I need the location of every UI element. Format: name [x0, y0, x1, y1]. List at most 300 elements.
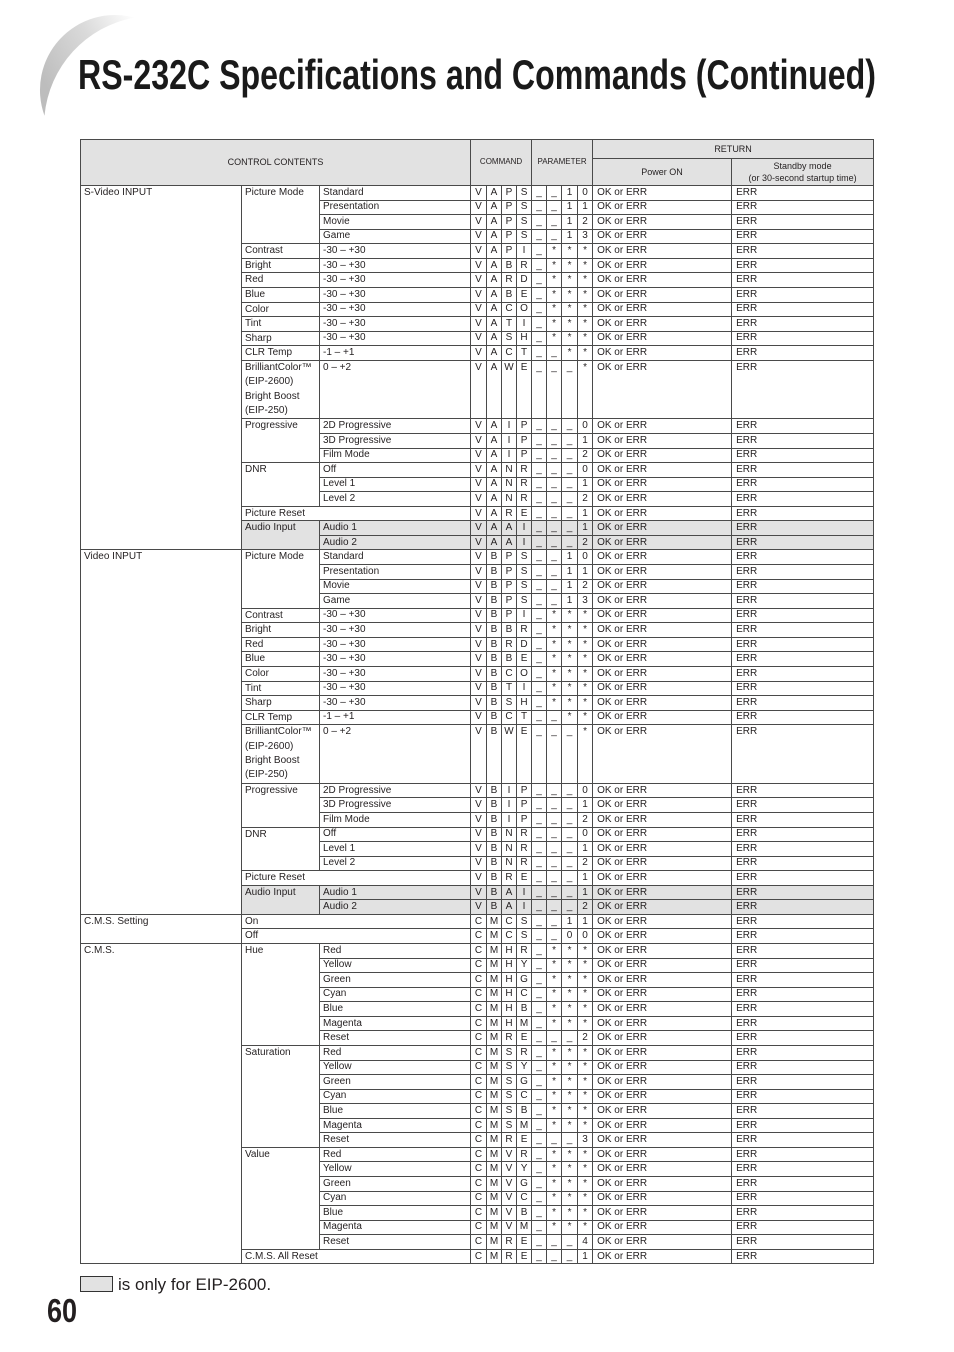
rs232c-command-table	[80, 139, 874, 1264]
item-label: CLR Temp	[242, 346, 320, 361]
return-standby: ERR	[732, 360, 874, 419]
return-power-on: OK or ERR	[593, 215, 732, 230]
parameter-char: _	[532, 1089, 547, 1104]
return-power-on: OK or ERR	[593, 623, 732, 638]
command-char: B	[487, 783, 502, 798]
return-power-on: OK or ERR	[593, 448, 732, 463]
command-char: C	[471, 987, 487, 1002]
parameter-char: _	[532, 900, 547, 915]
parameter-char: 2	[578, 579, 593, 594]
command-char: H	[502, 944, 517, 959]
command-char: A	[487, 273, 502, 288]
setting-value: -30 – +30	[320, 623, 471, 638]
command-char: C	[502, 710, 517, 725]
parameter-char: *	[578, 346, 593, 361]
command-char: H	[502, 1016, 517, 1031]
parameter-char: *	[578, 1075, 593, 1090]
return-power-on: OK or ERR	[593, 725, 732, 784]
return-power-on: OK or ERR	[593, 637, 732, 652]
parameter-char: *	[547, 1075, 562, 1090]
command-char: M	[487, 1191, 502, 1206]
command-char: A	[487, 433, 502, 448]
return-standby: ERR	[732, 812, 874, 827]
command-char: V	[471, 652, 487, 667]
setting-value: -30 – +30	[320, 302, 471, 317]
command-char: V	[471, 856, 487, 871]
setting-value: Cyan	[320, 987, 471, 1002]
parameter-char: 1	[562, 550, 578, 565]
return-standby: ERR	[732, 827, 874, 842]
command-char: V	[471, 900, 487, 915]
parameter-char: *	[547, 1206, 562, 1221]
command-char: M	[487, 1089, 502, 1104]
parameter-char: _	[547, 725, 562, 784]
parameter-char: *	[562, 958, 578, 973]
parameter-char: _	[532, 696, 547, 711]
return-power-on: OK or ERR	[593, 856, 732, 871]
parameter-char: *	[547, 987, 562, 1002]
header-parameter: PARAMETER	[532, 140, 593, 186]
command-char: M	[487, 914, 502, 929]
parameter-char: *	[547, 666, 562, 681]
return-standby: ERR	[732, 317, 874, 332]
command-char: V	[471, 637, 487, 652]
parameter-char: _	[532, 856, 547, 871]
return-standby: ERR	[732, 1162, 874, 1177]
parameter-char: 1	[578, 477, 593, 492]
item-label: On	[242, 914, 471, 929]
parameter-char: 1	[562, 215, 578, 230]
command-char: Y	[517, 958, 532, 973]
return-standby: ERR	[732, 258, 874, 273]
command-char: M	[487, 929, 502, 944]
parameter-char: *	[562, 346, 578, 361]
parameter-char: *	[562, 1075, 578, 1090]
command-char: P	[502, 565, 517, 580]
parameter-char: *	[578, 696, 593, 711]
command-char: M	[487, 1147, 502, 1162]
command-char: I	[502, 798, 517, 813]
parameter-char: _	[532, 448, 547, 463]
parameter-char: *	[578, 637, 593, 652]
return-standby: ERR	[732, 419, 874, 434]
parameter-char: _	[532, 463, 547, 478]
command-char: S	[517, 594, 532, 609]
return-power-on: OK or ERR	[593, 1162, 732, 1177]
setting-value: 2D Progressive	[320, 419, 471, 434]
return-standby: ERR	[732, 186, 874, 201]
command-char: V	[502, 1191, 517, 1206]
item-label: Bright	[242, 258, 320, 273]
return-standby: ERR	[732, 331, 874, 346]
parameter-char: _	[562, 812, 578, 827]
command-char: C	[502, 666, 517, 681]
command-char: R	[517, 623, 532, 638]
parameter-char: 0	[578, 929, 593, 944]
parameter-char: 2	[578, 1031, 593, 1046]
parameter-char: _	[562, 535, 578, 550]
command-char: V	[502, 1162, 517, 1177]
command-char: I	[502, 812, 517, 827]
command-char: O	[517, 302, 532, 317]
parameter-char: _	[532, 302, 547, 317]
return-standby: ERR	[732, 856, 874, 871]
parameter-char: *	[547, 958, 562, 973]
setting-value: -30 – +30	[320, 681, 471, 696]
item-label-line: (EIP-250)	[245, 404, 288, 416]
parameter-char: _	[562, 725, 578, 784]
parameter-char: _	[562, 463, 578, 478]
parameter-char: _	[562, 360, 578, 419]
parameter-char: 1	[578, 1249, 593, 1264]
command-char: A	[487, 448, 502, 463]
parameter-char: _	[532, 1118, 547, 1133]
command-char: S	[502, 696, 517, 711]
item-label: Picture Reset	[242, 506, 471, 521]
parameter-char: _	[532, 215, 547, 230]
setting-value: Green	[320, 1177, 471, 1192]
return-standby: ERR	[732, 244, 874, 259]
return-power-on: OK or ERR	[593, 1104, 732, 1119]
command-char: A	[487, 506, 502, 521]
command-char: R	[502, 273, 517, 288]
setting-value: -30 – +30	[320, 258, 471, 273]
setting-value: Reset	[320, 1031, 471, 1046]
item-label: Contrast	[242, 608, 320, 623]
setting-value: Standard	[320, 550, 471, 565]
command-char: V	[471, 710, 487, 725]
command-char: B	[487, 812, 502, 827]
return-power-on: OK or ERR	[593, 1206, 732, 1221]
parameter-char: *	[578, 652, 593, 667]
parameter-char: 1	[562, 579, 578, 594]
command-char: S	[502, 1075, 517, 1090]
parameter-char: _	[532, 1031, 547, 1046]
parameter-char: *	[562, 1220, 578, 1235]
command-char: C	[471, 1177, 487, 1192]
return-power-on: OK or ERR	[593, 987, 732, 1002]
command-char: A	[502, 535, 517, 550]
command-char: B	[487, 885, 502, 900]
parameter-char: _	[547, 1235, 562, 1250]
command-char: R	[517, 842, 532, 857]
setting-value: Reset	[320, 1133, 471, 1148]
command-char: V	[502, 1206, 517, 1221]
parameter-char: 1	[578, 798, 593, 813]
parameter-char: *	[547, 331, 562, 346]
command-char: P	[517, 783, 532, 798]
command-char: C	[471, 914, 487, 929]
command-char: P	[502, 244, 517, 259]
parameter-char: *	[547, 681, 562, 696]
parameter-char: *	[578, 1045, 593, 1060]
setting-value: 3D Progressive	[320, 433, 471, 448]
command-char: V	[471, 681, 487, 696]
parameter-char: *	[562, 302, 578, 317]
command-char: A	[487, 215, 502, 230]
command-char: M	[487, 958, 502, 973]
setting-value: Audio 1	[320, 885, 471, 900]
command-char: B	[487, 652, 502, 667]
parameter-char: _	[547, 565, 562, 580]
command-char: M	[487, 1016, 502, 1031]
return-power-on: OK or ERR	[593, 360, 732, 419]
parameter-char: *	[578, 987, 593, 1002]
parameter-char: _	[547, 463, 562, 478]
command-char: N	[502, 463, 517, 478]
return-standby: ERR	[732, 783, 874, 798]
command-char: H	[517, 331, 532, 346]
parameter-char: _	[532, 258, 547, 273]
parameter-char: *	[578, 710, 593, 725]
parameter-char: 3	[578, 1133, 593, 1148]
setting-value: Level 2	[320, 492, 471, 507]
command-char: C	[471, 1089, 487, 1104]
parameter-char: 2	[578, 856, 593, 871]
parameter-char: _	[532, 1147, 547, 1162]
parameter-char: _	[532, 842, 547, 857]
command-char: C	[471, 1075, 487, 1090]
command-char: V	[471, 842, 487, 857]
table-row	[81, 550, 874, 565]
command-char: E	[517, 1249, 532, 1264]
command-char: R	[517, 1147, 532, 1162]
command-char: E	[517, 1235, 532, 1250]
parameter-char: 2	[578, 900, 593, 915]
command-char: V	[471, 346, 487, 361]
return-power-on: OK or ERR	[593, 1016, 732, 1031]
command-char: M	[487, 1133, 502, 1148]
parameter-char: _	[547, 433, 562, 448]
page-number-container	[47, 1294, 87, 1330]
command-char: S	[517, 200, 532, 215]
parameter-char: *	[578, 958, 593, 973]
command-char: S	[517, 550, 532, 565]
parameter-char: *	[562, 987, 578, 1002]
command-char: S	[502, 1060, 517, 1075]
setting-value: Film Mode	[320, 448, 471, 463]
return-power-on: OK or ERR	[593, 594, 732, 609]
item-label: Hue	[242, 944, 320, 1046]
return-power-on: OK or ERR	[593, 958, 732, 973]
command-char: A	[487, 477, 502, 492]
parameter-char: 2	[578, 215, 593, 230]
setting-value: Game	[320, 594, 471, 609]
return-standby: ERR	[732, 215, 874, 230]
return-power-on: OK or ERR	[593, 798, 732, 813]
return-standby: ERR	[732, 987, 874, 1002]
return-power-on: OK or ERR	[593, 1235, 732, 1250]
return-power-on: OK or ERR	[593, 331, 732, 346]
command-char: S	[517, 914, 532, 929]
parameter-char: *	[547, 1147, 562, 1162]
parameter-char: *	[578, 1220, 593, 1235]
return-standby: ERR	[732, 229, 874, 244]
command-char: C	[502, 929, 517, 944]
command-char: A	[487, 229, 502, 244]
return-power-on: OK or ERR	[593, 842, 732, 857]
return-power-on: OK or ERR	[593, 1118, 732, 1133]
parameter-char: _	[547, 550, 562, 565]
parameter-char: _	[562, 1235, 578, 1250]
command-char: E	[517, 1031, 532, 1046]
parameter-char: _	[532, 1249, 547, 1264]
return-power-on: OK or ERR	[593, 1249, 732, 1264]
command-char: B	[517, 1104, 532, 1119]
parameter-char: _	[532, 944, 547, 959]
return-standby: ERR	[732, 944, 874, 959]
parameter-char: *	[547, 287, 562, 302]
command-char: T	[517, 710, 532, 725]
command-char: I	[502, 419, 517, 434]
setting-value: Yellow	[320, 1060, 471, 1075]
parameter-char: _	[532, 914, 547, 929]
parameter-char: *	[547, 1191, 562, 1206]
parameter-char: *	[578, 1118, 593, 1133]
group-name: C.M.S. Setting	[81, 914, 242, 943]
command-char: P	[517, 433, 532, 448]
command-char: R	[517, 856, 532, 871]
command-char: I	[517, 900, 532, 915]
parameter-char: 0	[578, 419, 593, 434]
parameter-char: _	[547, 798, 562, 813]
parameter-char: *	[562, 973, 578, 988]
setting-value: Movie	[320, 215, 471, 230]
return-standby: ERR	[732, 973, 874, 988]
return-power-on: OK or ERR	[593, 914, 732, 929]
return-power-on: OK or ERR	[593, 1002, 732, 1017]
return-power-on: OK or ERR	[593, 1133, 732, 1148]
parameter-char: _	[547, 783, 562, 798]
parameter-char: _	[532, 1177, 547, 1192]
item-label	[242, 360, 320, 419]
command-char: V	[471, 579, 487, 594]
parameter-char: *	[562, 1162, 578, 1177]
parameter-char: *	[578, 1147, 593, 1162]
setting-value: Off	[320, 463, 471, 478]
setting-value: -30 – +30	[320, 637, 471, 652]
command-char: E	[517, 871, 532, 886]
return-standby: ERR	[732, 433, 874, 448]
command-char: I	[517, 535, 532, 550]
command-char: R	[517, 827, 532, 842]
parameter-char: _	[547, 885, 562, 900]
command-char: V	[471, 725, 487, 784]
command-char: V	[471, 565, 487, 580]
command-char: V	[471, 871, 487, 886]
command-char: V	[471, 535, 487, 550]
command-char: G	[517, 1075, 532, 1090]
command-char: I	[502, 783, 517, 798]
command-char: T	[517, 346, 532, 361]
return-power-on: OK or ERR	[593, 477, 732, 492]
command-char: C	[502, 914, 517, 929]
parameter-char: _	[547, 871, 562, 886]
parameter-char: _	[532, 331, 547, 346]
command-char: V	[471, 360, 487, 419]
parameter-char: _	[562, 506, 578, 521]
parameter-char: 2	[578, 535, 593, 550]
parameter-char: _	[532, 1235, 547, 1250]
parameter-char: _	[562, 419, 578, 434]
parameter-char: _	[532, 812, 547, 827]
parameter-char: 0	[578, 463, 593, 478]
parameter-char: _	[562, 448, 578, 463]
command-char: C	[471, 1016, 487, 1031]
item-label: Off	[242, 929, 471, 944]
parameter-char: _	[562, 798, 578, 813]
setting-value: -30 – +30	[320, 244, 471, 259]
parameter-char: _	[532, 229, 547, 244]
parameter-char: _	[532, 666, 547, 681]
return-standby: ERR	[732, 798, 874, 813]
parameter-char: _	[532, 871, 547, 886]
header-standby	[732, 159, 874, 186]
item-label: Sharp	[242, 331, 320, 346]
return-power-on: OK or ERR	[593, 302, 732, 317]
command-char: C	[471, 1002, 487, 1017]
command-char: V	[471, 798, 487, 813]
command-char: R	[502, 637, 517, 652]
command-char: W	[502, 360, 517, 419]
command-char: C	[471, 958, 487, 973]
parameter-char: *	[578, 360, 593, 419]
return-power-on: OK or ERR	[593, 492, 732, 507]
setting-value: Presentation	[320, 200, 471, 215]
parameter-char: _	[532, 433, 547, 448]
command-char: C	[471, 1147, 487, 1162]
return-power-on: OK or ERR	[593, 1060, 732, 1075]
setting-value: -30 – +30	[320, 666, 471, 681]
return-power-on: OK or ERR	[593, 419, 732, 434]
page-number: 60	[47, 1294, 78, 1329]
item-label-line: Bright Boost	[245, 390, 300, 402]
return-standby: ERR	[732, 1206, 874, 1221]
command-char: B	[502, 652, 517, 667]
command-char: N	[502, 856, 517, 871]
parameter-char: _	[547, 842, 562, 857]
setting-value: Magenta	[320, 1220, 471, 1235]
setting-value: Cyan	[320, 1089, 471, 1104]
parameter-char: _	[532, 419, 547, 434]
command-char: I	[502, 448, 517, 463]
parameter-char: _	[532, 244, 547, 259]
return-power-on: OK or ERR	[593, 944, 732, 959]
group-name: S-Video INPUT	[81, 186, 242, 550]
parameter-char: _	[547, 1031, 562, 1046]
setting-value: Audio 2	[320, 900, 471, 915]
table-body	[81, 186, 874, 1264]
parameter-char: *	[578, 317, 593, 332]
parameter-char: 1	[578, 521, 593, 536]
parameter-char: _	[547, 360, 562, 419]
command-char: V	[471, 666, 487, 681]
return-power-on: OK or ERR	[593, 186, 732, 201]
command-char: C	[517, 987, 532, 1002]
return-standby: ERR	[732, 885, 874, 900]
parameter-char: _	[532, 1045, 547, 1060]
parameter-char: *	[547, 1045, 562, 1060]
parameter-char: 1	[562, 914, 578, 929]
command-char: M	[487, 973, 502, 988]
command-char: I	[517, 317, 532, 332]
parameter-char: *	[562, 710, 578, 725]
parameter-char: 0	[578, 783, 593, 798]
return-standby: ERR	[732, 448, 874, 463]
command-char: M	[517, 1016, 532, 1031]
parameter-char: 1	[578, 433, 593, 448]
parameter-char: *	[562, 666, 578, 681]
